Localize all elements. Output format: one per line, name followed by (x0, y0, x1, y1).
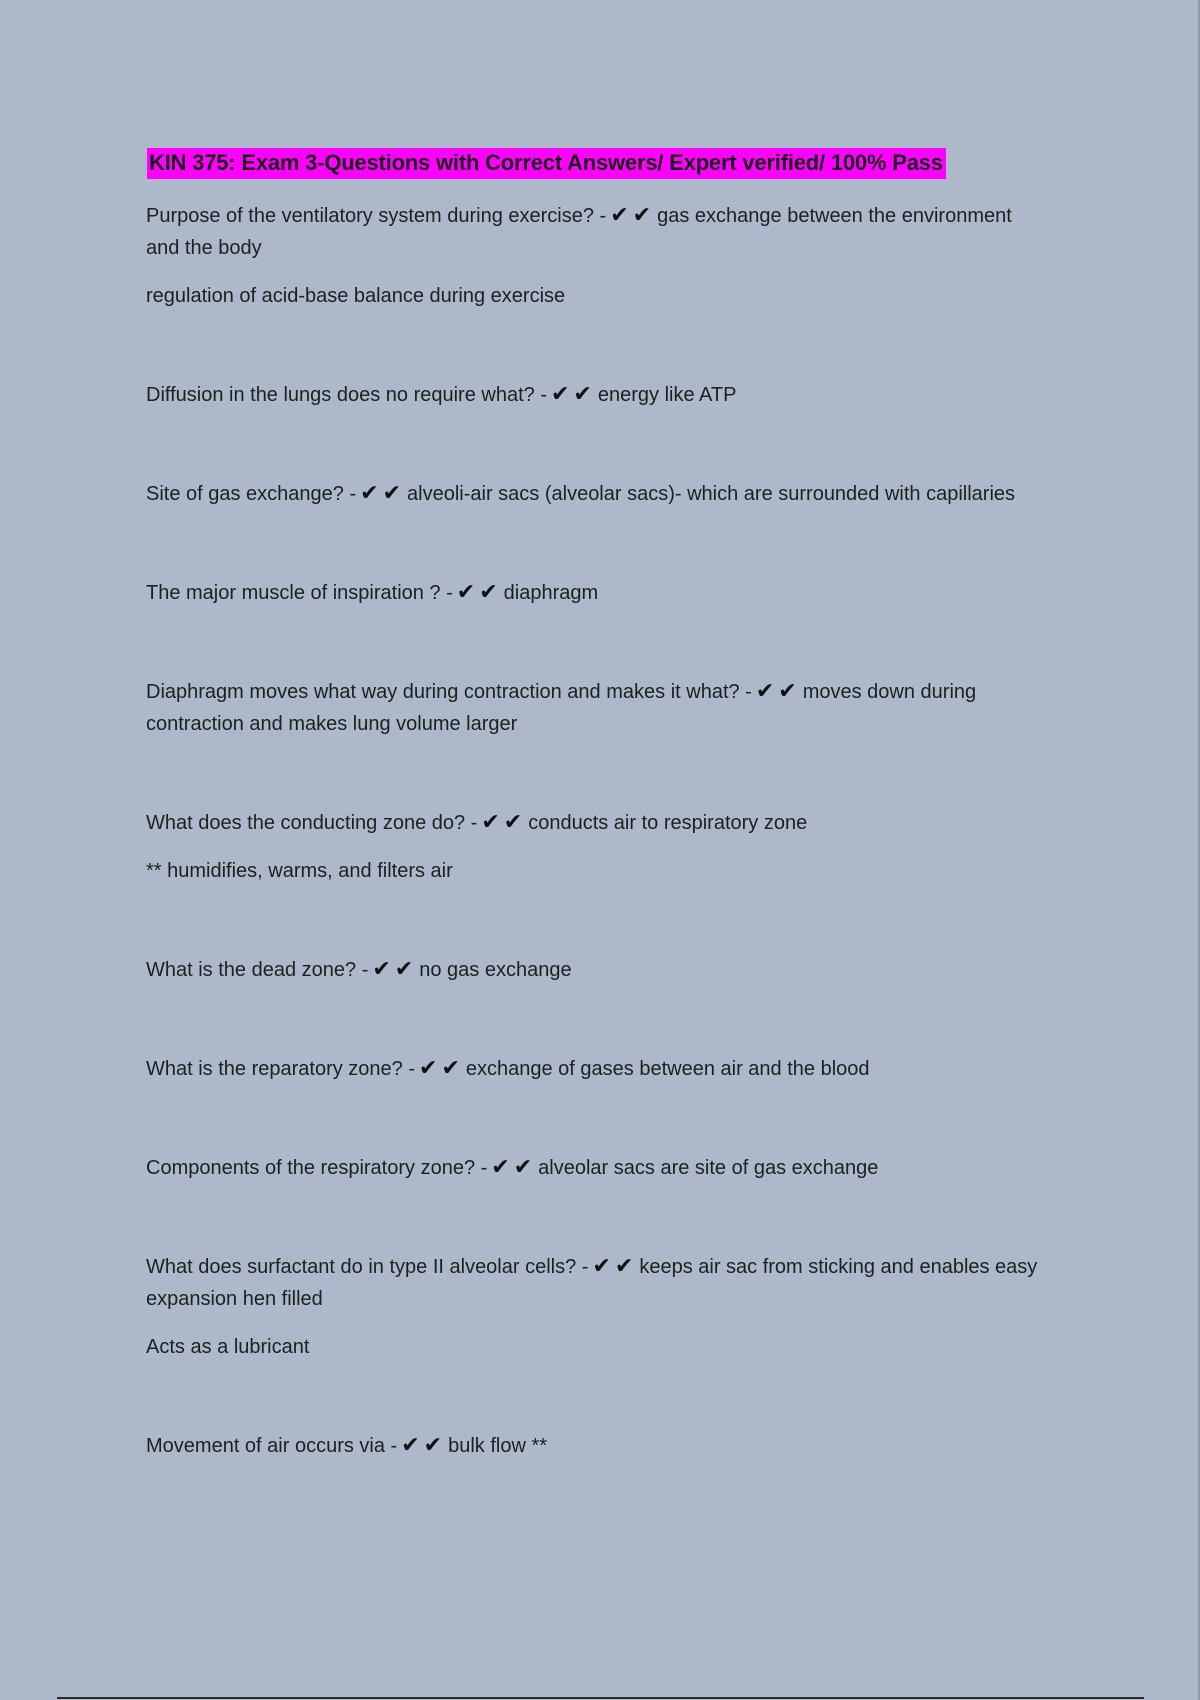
qa-line (146, 379, 1046, 411)
question-text: The major muscle of inspiration ? - (146, 582, 453, 604)
double-check-icon: ✔✔ (456, 580, 502, 605)
qa-line (146, 478, 1046, 510)
qa-line (146, 1251, 1046, 1315)
qa-item (146, 676, 1046, 740)
double-check-icon: ✔✔ (610, 203, 656, 228)
qa-item (146, 478, 1046, 510)
question-text: What is the dead zone? - (146, 959, 369, 981)
question-text: Purpose of the ventilatory system during exercise? - (146, 205, 607, 227)
answer-text: gas exchange between the environment and the body (146, 205, 1012, 259)
question-text: What does the conducting zone do? - (146, 812, 478, 834)
qa-item (146, 1152, 1046, 1184)
double-check-icon: ✔✔ (491, 1155, 537, 1180)
answer-text: no gas exchange (419, 959, 572, 981)
answer-text: exchange of gases between air and the blood (465, 1058, 870, 1080)
double-check-icon: ✔✔ (481, 810, 527, 835)
double-check-icon: ✔✔ (592, 1254, 638, 1279)
qa-item (146, 807, 1046, 887)
double-check-icon: ✔✔ (419, 1056, 464, 1081)
answer-text: conducts air to respiratory zone (528, 812, 808, 834)
qa-list (146, 200, 1046, 1462)
question-text: Diaphragm moves what way during contraction and makes it what? - (146, 681, 752, 703)
qa-line (146, 1053, 1046, 1085)
qa-item (146, 1053, 1046, 1085)
question-text: What does surfactant do in type II alveolar cells? - (146, 1256, 589, 1278)
qa-line (146, 577, 1046, 609)
double-check-icon: ✔✔ (372, 957, 418, 982)
qa-line (146, 954, 1046, 986)
question-text: Components of the respiratory zone? - (146, 1157, 488, 1179)
double-check-icon: ✔✔ (401, 1433, 447, 1458)
qa-item (146, 577, 1046, 609)
qa-line (146, 1152, 1046, 1184)
answer-text: bulk flow ** (448, 1435, 548, 1457)
qa-line (146, 676, 1046, 740)
qa-line (146, 200, 1046, 264)
qa-item (146, 379, 1046, 411)
question-text: What is the reparatory zone? - (146, 1058, 416, 1080)
double-check-icon: ✔✔ (755, 679, 801, 704)
answer-text: energy like ATP (597, 384, 737, 406)
answer-note: regulation of acid-base balance during exercise (146, 285, 566, 307)
answer-text: alveolar sacs are site of gas exchange (538, 1157, 879, 1179)
answer-text: keeps air sac from sticking and enables easy expansion hen filled (146, 1256, 1038, 1310)
question-text: Diffusion in the lungs does no require what? - (146, 384, 547, 406)
question-text: Site of gas exchange? - (146, 483, 357, 505)
qa-line (146, 807, 1046, 839)
qa-line (146, 1430, 1046, 1462)
answer-text: diaphragm (503, 582, 599, 604)
document-title: KIN 375: Exam 3-Questions with Correct Answers/ Expert verified/ 100% Pass (147, 148, 946, 179)
double-check-icon: ✔✔ (360, 481, 406, 506)
answer-note: Acts as a lubricant (146, 1336, 310, 1358)
double-check-icon: ✔✔ (551, 382, 596, 407)
footer-divider (57, 1697, 1144, 1699)
qa-item (146, 1430, 1046, 1462)
question-text: Movement of air occurs via - (146, 1435, 398, 1457)
answer-note: ** humidifies, warms, and filters air (146, 860, 453, 882)
qa-item (146, 1251, 1046, 1363)
qa-item (146, 954, 1046, 986)
answer-text: moves down during contraction and makes lung volume larger (146, 681, 977, 735)
answer-text: alveoli-air sacs (alveolar sacs)- which are surrounded with capillaries (407, 483, 1016, 505)
qa-item (146, 200, 1046, 312)
